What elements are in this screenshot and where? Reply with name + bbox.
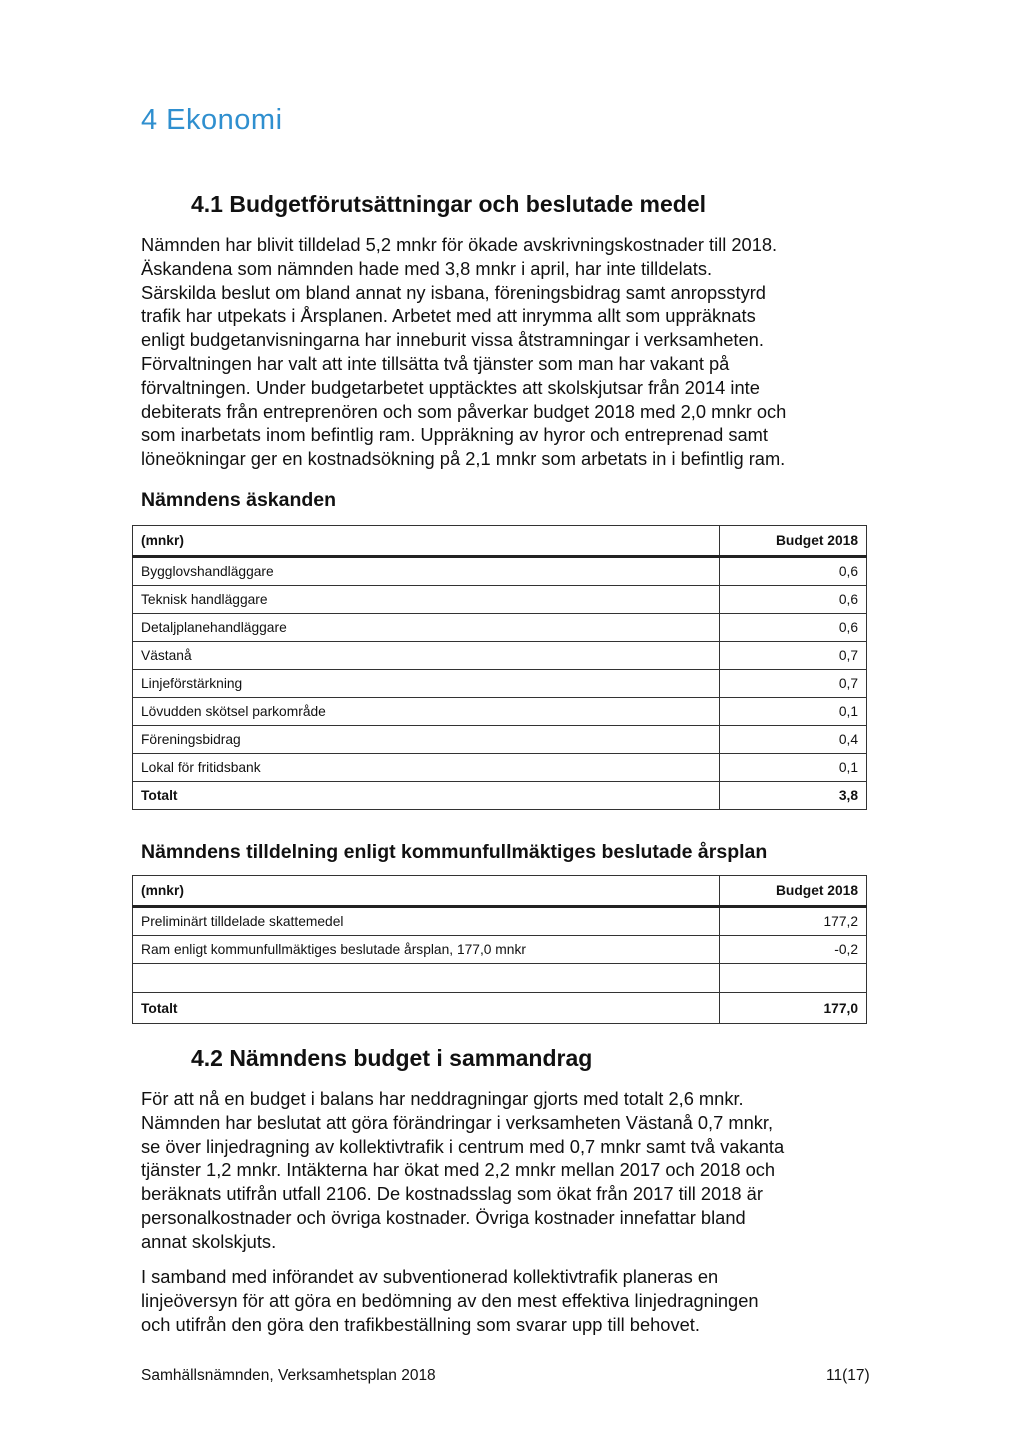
- table-header-label: (mnkr): [133, 526, 720, 557]
- row-value: 0,7: [720, 642, 867, 670]
- row-value: 0,1: [720, 754, 867, 782]
- row-label: Föreningsbidrag: [133, 726, 720, 754]
- table-row: [133, 586, 867, 614]
- section-4-1-body: [141, 233, 786, 471]
- table-row: [133, 936, 867, 964]
- table-tilldelning: [132, 875, 867, 1024]
- text-line: personalkostnader och övriga kostnader. Övriga kostnader innefattar bland: [141, 1206, 746, 1228]
- total-label: Totalt: [133, 782, 720, 810]
- table-header-row: [133, 526, 867, 557]
- text-line: Särskilda beslut om bland annat ny isbana, föreningsbidrag samt anropsstyrd: [141, 281, 766, 303]
- table2-title: Nämndens tilldelning enligt kommunfullmäktiges beslutade årsplan: [141, 841, 768, 863]
- table-row: [133, 557, 867, 586]
- text-line: se över linjedragning av kollektivtrafik i centrum med 0,7 mnkr samt två vakanta: [141, 1135, 785, 1157]
- table1-title: Nämndens äskanden: [141, 489, 337, 511]
- text-line: och utifrån den göra den trafikbeställning som svarar upp till behovet.: [141, 1313, 700, 1335]
- table-row: [133, 907, 867, 936]
- text-line: linjeöversyn för att göra en bedömning av den mest effektiva linjedragningen: [141, 1289, 759, 1311]
- row-value: 0,6: [720, 586, 867, 614]
- table-row: [133, 614, 867, 642]
- row-label: Preliminärt tilldelade skattemedel: [133, 907, 720, 936]
- row-label: Lokal för fritidsbank: [133, 754, 720, 782]
- row-label: Teknisk handläggare: [133, 586, 720, 614]
- table-header-value: Budget 2018: [720, 526, 867, 557]
- total-value: 177,0: [720, 993, 867, 1024]
- row-value: 0,7: [720, 670, 867, 698]
- text-line: annat skolskjuts.: [141, 1230, 277, 1252]
- section-4-2-para1: [141, 1087, 784, 1254]
- text-line: löneökningar ger en kostnadsökning på 2,1 mnkr som arbetats in i befintlig ram.: [141, 448, 786, 470]
- footer-page-number: 11(17): [826, 1367, 870, 1384]
- row-label: Detaljplanehandläggare: [133, 614, 720, 642]
- text-line: Äskandena som nämnden hade med 3,8 mnkr i april, har inte tilldelats.: [141, 257, 713, 279]
- total-label: Totalt: [133, 993, 720, 1024]
- text-line: Förvaltningen har valt att inte tillsätta två tjänster som man har vakant på: [141, 352, 730, 374]
- text-line: som inarbetats inom befintlig ram. Uppräkning av hyror och entreprenad samt: [141, 424, 768, 446]
- footer-document-title: Samhällsnämnden, Verksamhetsplan 2018: [141, 1367, 436, 1384]
- text-line: beräknats utifrån utfall 2106. De kostnadsslag som ökat från 2017 till 2018 är: [141, 1183, 763, 1205]
- row-label: Linjeförstärkning: [133, 670, 720, 698]
- chapter-title: 4 Ekonomi: [141, 104, 283, 136]
- table-header-row: [133, 876, 867, 907]
- row-label: Ram enligt kommunfullmäktiges beslutade årsplan, 177,0 mnkr: [133, 936, 720, 964]
- row-value: 0,6: [720, 614, 867, 642]
- text-line: trafik har utpekats i Årsplanen. Arbetet med att inrymma allt som uppräknats: [141, 305, 756, 327]
- row-label: Bygglovshandläggare: [133, 557, 720, 586]
- table-row: [133, 642, 867, 670]
- text-line: För att nå en budget i balans har neddragningar gjorts med totalt 2,6 mnkr.: [141, 1088, 744, 1109]
- text-line: enligt budgetanvisningarna har inneburit vissa åtstramningar i verksamheten.: [141, 329, 764, 351]
- row-value: 0,6: [720, 557, 867, 586]
- row-value: 0,1: [720, 698, 867, 726]
- table-row: [133, 670, 867, 698]
- total-value: 3,8: [720, 782, 867, 810]
- table-header-value: Budget 2018: [720, 876, 867, 907]
- row-label: [133, 964, 720, 993]
- text-line: Nämnden har beslutat att göra förändringar i verksamheten Västanå 0,7 mnkr,: [141, 1111, 774, 1133]
- table-total-row: [133, 782, 867, 810]
- text-line: förvaltningen. Under budgetarbetet upptäcktes att skolskjutsar från 2014 inte: [141, 376, 760, 398]
- row-value: 0,4: [720, 726, 867, 754]
- text-line: I samband med införandet av subventionerad kollektivtrafik planeras en: [141, 1266, 719, 1287]
- text-line: debiterats från entreprenören och som påverkar budget 2018 med 2,0 mnkr och: [141, 400, 787, 422]
- text-line: Nämnden har blivit tilldelad 5,2 mnkr för ökade avskrivningskostnader till 2018.: [141, 234, 778, 255]
- text-line: tjänster 1,2 mnkr. Intäkterna har ökat med 2,2 mnkr mellan 2017 och 2018 och: [141, 1159, 776, 1181]
- section-4-2-para2: [141, 1265, 759, 1336]
- row-label: Lövudden skötsel parkområde: [133, 698, 720, 726]
- table-row: [133, 726, 867, 754]
- row-value: 177,2: [720, 907, 867, 936]
- table-total-row: [133, 993, 867, 1024]
- section-title-4-1: 4.1 Budgetförutsättningar och beslutade medel: [191, 191, 707, 217]
- row-value: [720, 964, 867, 993]
- table-row: [133, 754, 867, 782]
- table-row: [133, 698, 867, 726]
- table-askanden: [132, 525, 867, 810]
- row-label: Västanå: [133, 642, 720, 670]
- row-value: -0,2: [720, 936, 867, 964]
- section-title-4-2: 4.2 Nämndens budget i sammandrag: [191, 1045, 593, 1071]
- table-row-empty: [133, 964, 867, 993]
- table-header-label: (mnkr): [133, 876, 720, 907]
